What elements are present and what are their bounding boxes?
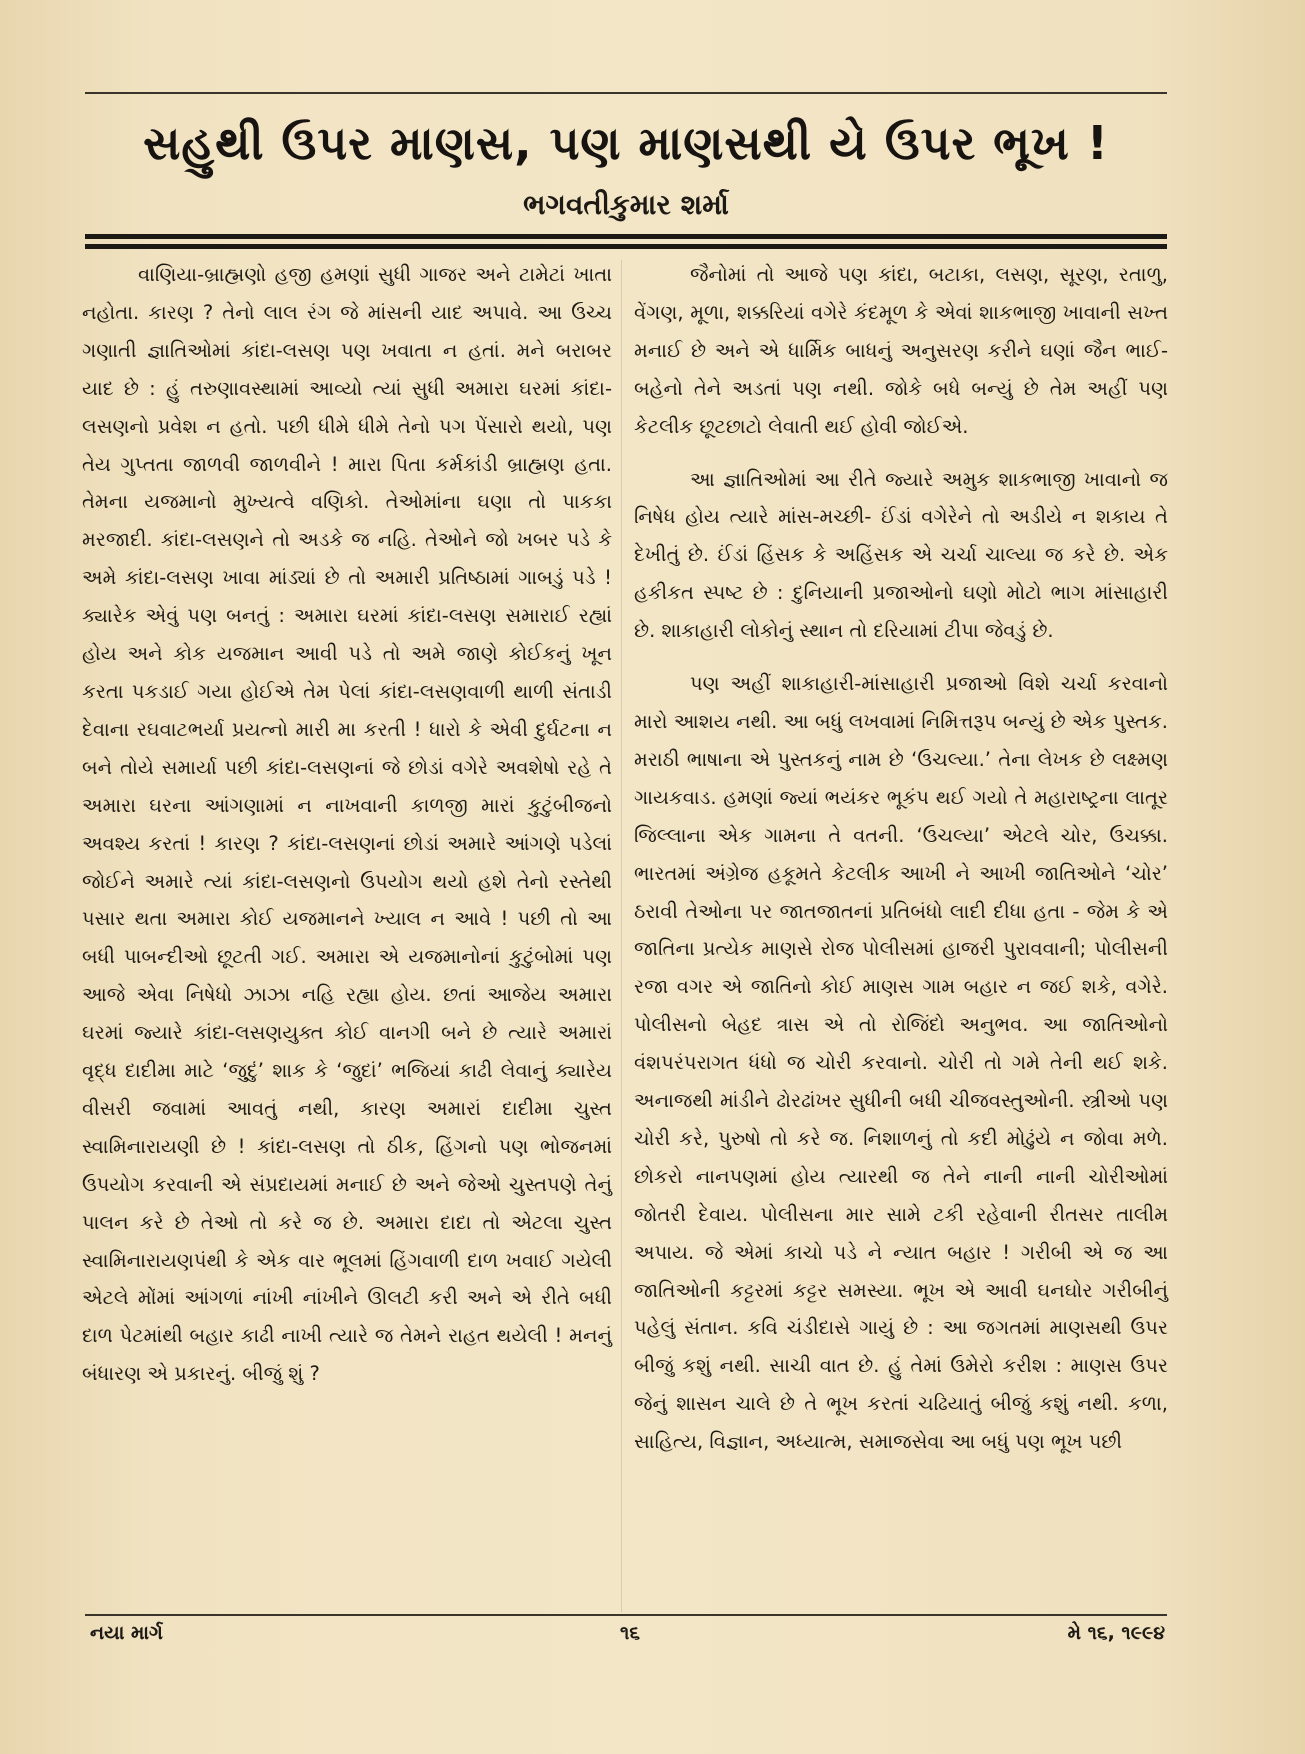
footer-rule xyxy=(85,1614,1167,1616)
article-headline: સહુથી ઉપર માણસ, પણ માણસથી યે ઉપર ભૂખ ! xyxy=(143,116,1109,170)
column-gutter xyxy=(621,260,622,1612)
top-rule xyxy=(85,92,1167,94)
paragraph: જૈનોમાં તો આજે પણ કાંદા, બટાકા, લસણ, સૂરણ, રતાળુ, વેંગણ, મૂળા, શક્કરિયાં વગેરે કંદમૂળ કે એવાં શાકભાજી ખાવાની સખ્ત મનાઈ છે અને એ ધાર્મિક બાધનું અનુસરણ કરીને ઘણાં જૈન ભાઈ-બહેનો તેને અડતાં પણ નથી. જોકે બધે બન્યું છે તેમ અહીં પણ કેટલીક છૂટછાટો લેવાતી થઈ હોવી જોઈએ. xyxy=(634,263,1168,438)
article-byline: ભગવતીકુમાર શર્મા xyxy=(523,188,729,221)
left-column xyxy=(82,256,612,1393)
paragraph: પણ અહીં શાકાહારી-માંસાહારી પ્રજાઓ વિશે ચર્ચા કરવાનો મારો આશય નથી. આ બધું લખવામાં નિમિત્તરૂપ બન્યું છે એક પુસ્તક. મરાઠી ભાષાના એ પુસ્તકનું નામ છે ‘ઉચલ્યા.’ તેના લેખક છે લક્ષ્મણ ગાયકવાડ. હમણાં જ્યાં ભયંકર ભૂકંપ થઈ ગયો તે મહારાષ્ટ્રના લાતૂર જિલ્લાના એક ગામના તે વતની. ‘ઉચલ્યા’ એટલે ચોર, ઉચક્કા. ભારતમાં અંગ્રેજ હકૂમતે કેટલીક આખી ને આખી જાતિઓને ‘ચોર’ ઠરાવી તેઓના પર જાતજાતનાં પ્રતિબંધો લાદી દીધા હતા - જેમ કે એ જાતિના પ્રત્યેક માણસે રોજ પોલીસમાં હાજરી પુરાવવાની; પોલીસની રજા વગર એ જાતિનો કોઈ માણસ ગામ બહાર ન જઈ શકે, વગેરે. પોલીસનો બેહદ ત્રાસ એ તો રોજિંદો અનુભવ. આ જાતિઓનો વંશપરંપરાગત ધંધો જ ચોરી કરવાનો. ચોરી તો ગમે તેની થઈ શકે. અનાજથી માંડીને ઢોરઢાંખર સુધીની બધી ચીજવસ્તુઓની. સ્ત્રીઓ પણ ચોરી કરે, પુરુષો તો કરે જ. નિશાળનું તો કદી મોઢુંયે ન જોવા મળે. છોકરો નાનપણમાં હોય ત્યારથી જ તેને નાની નાની ચોરીઓમાં જોતરી દેવાય. પોલીસના માર સામે ટકી રહેવાની રીતસર તાલીમ અપાય. જે એમાં કાચો પડે ને ન્યાત બહાર ! ગરીબી એ જ આ જાતિઓની કટ્ટરમાં કટ્ટર સમસ્યા. ભૂખ એ આવી ઘનઘોર ગરીબીનું પહેલું સંતાન. કવિ ચંડીદાસે ગાયું છે : આ જગતમાં માણસથી ઉપર બીજું કશું નથી. સાચી વાત છે. હું તેમાં ઉમેરો કરીશ : માણસ ઉપર જેનું શાસન ચાલે છે તે ભૂખ કરતાં ચઢિયાતું બીજું કશું નથી. કળા, સાહિત્ય, વિજ્ઞાન, અધ્યાત્મ, સમાજસેવા આ બધું પણ ભૂખ પછી xyxy=(634,672,1168,1454)
magazine-name: નયા માર્ગ xyxy=(90,1622,163,1644)
right-column xyxy=(634,256,1168,1461)
paragraph: આ જ્ઞાતિઓમાં આ રીતે જ્યારે અમુક શાકભાજી ખાવાનો જ નિષેધ હોય ત્યારે માંસ-મચ્છી- ઈંડાં વગેરેને તો અડીયે ન શકાય તે દેખીતું છે. ઈંડાં હિંસક કે અહિંસક એ ચર્ચા ચાલ્યા જ કરે છે. એક હકીકત સ્પષ્ટ છે : દુનિયાની પ્રજાઓનો ઘણો મોટો ભાગ માંસાહારી છે. શાકાહારી લોકોનું સ્થાન તો દરિયામાં ટીપા જેવડું છે. xyxy=(634,467,1168,643)
title-double-rule xyxy=(85,234,1167,250)
paragraph: વાણિયા-બ્રાહ્મણો હજી હમણાં સુધી ગાજર અને ટામેટાં ખાતા નહોતા. કારણ ? તેનો લાલ રંગ જે માંસની યાદ અપાવે. આ ઉચ્ચ ગણાતી જ્ઞાતિઓમાં કાંદા-લસણ પણ ખવાતા ન હતાં. મને બરાબર યાદ છે : હું તરુણાવસ્થામાં આવ્યો ત્યાં સુધી અમારા ઘરમાં કાંદા-લસણનો પ્રવેશ ન હતો. પછી ધીમે ધીમે તેનો પગ પેંસારો થયો, પણ તેય ગુપ્તતા જાળવી જાળવીને ! મારા પિતા કર્મકાંડી બ્રાહ્મણ હતા. તેમના યજમાનો મુખ્યત્વે વણિકો. તેઓમાંના ઘણા તો પાકકા મરજાદી. કાંદા-લસણને તો અડકે જ નહિ. તેઓને જો ખબર પડે કે અમે કાંદા-લસણ ખાવા માંડ્યાં છે તો અમારી પ્રતિષ્ઠામાં ગાબડું પડે ! ક્યારેક એવું પણ બનતું : અમારા ઘરમાં કાંદા-લસણ સમારાઈ રહ્યાં હોય અને કોક યજમાન આવી પડે તો અમે જાણે કોઈકનું ખૂન કરતા પકડાઈ ગયા હોઈએ તેમ પેલાં કાંદા-લસણવાળી થાળી સંતાડી દેવાના રઘવાટભર્યા પ્રયત્નો મારી મા કરતી ! ધારો કે એવી દુર્ઘટના ન બને તોયે સમાર્યા પછી કાંદા-લસણનાં જે છોડાં વગેરે અવશેષો રહે તે અમારા ઘરના આંગણામાં ન નાખવાની કાળજી મારાં કુટુંબીજનો અવશ્ય કરતાં ! કારણ ? કાંદા-લસણનાં છોડાં અમારે આંગણે પડેલાં જોઈને અમારે ત્યાં કાંદા-લસણનો ઉપયોગ થયો હશે તેનો રસ્તેથી પસાર થતા અમારા કોઈ યજમાનને ખ્યાલ ન આવે ! પછી તો આ બધી પાબન્દીઓ છૂટતી ગઈ. અમારા એ યજમાનોનાં કુટુંબોમાં પણ આજે એવા નિષેધો ઝાઝા નહિ રહ્યા હોય. છતાં આજેય અમારા ઘરમાં જ્યારે કાંદા-લસણયુક્ત કોઈ વાનગી બને છે ત્યારે અમારાં વૃદ્ધ દાદીમા માટે ‘જુદું’ શાક કે ‘જુદાં’ ભજિયાં કાઢી લેવાનું ક્યારેય વીસરી જવામાં આવતું નથી, કારણ અમારાં દાદીમા ચુસ્ત સ્વામિનારાયણી છે ! કાંદા-લસણ તો ઠીક, હિંગનો પણ ભોજનમાં ઉપયોગ કરવાની એ સંપ્રદાયમાં મનાઈ છે અને જેઓ ચુસ્તપણે તેનું પાલન કરે છે તેઓ તો કરે જ છે. અમારા દાદા તો એટલા ચુસ્ત સ્વામિનારાયણપંથી કે એક વાર ભૂલમાં હિંગવાળી દાળ ખવાઈ ગયેલી એટલે મોંમાં આંગળાં નાંખી નાંખીને ઊલટી કરી અને એ રીતે બધી દાળ પેટમાંથી બહાર કાઢી નાખી ત્યારે જ તેમને રાહત થયેલી ! મનનું બંધારણ એ પ્રકારનું. બીજું શું ? xyxy=(82,263,612,1386)
page-number: ૧૬ xyxy=(620,1622,640,1644)
issue-date: મે ૧૬, ૧૯૯૪ xyxy=(1067,1622,1165,1644)
